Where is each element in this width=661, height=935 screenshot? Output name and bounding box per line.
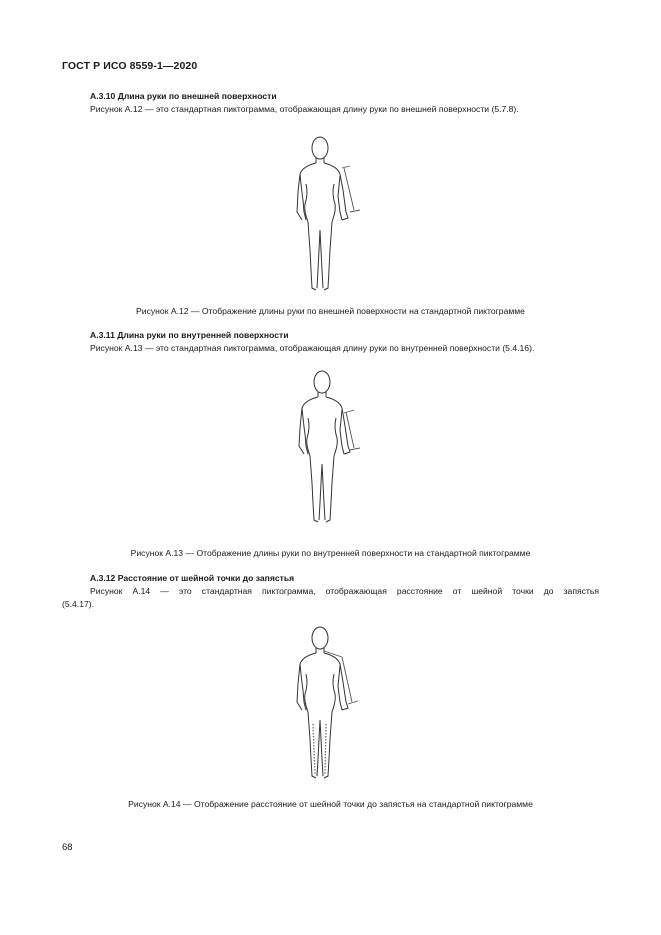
section-title-a3-12: А.3.12 Расстояние от шейной точки до запястья — [90, 573, 295, 583]
section-title-a3-11: А.3.11 Длина руки по внутренней поверхности — [90, 330, 289, 340]
figure-a12-pictogram — [270, 130, 380, 295]
section-text-a3-11: Рисунок А.13 — это стандартная пиктограмма, отображающая длину руки по внутренней поверхности (5.4.16). — [90, 343, 535, 353]
section-text-a3-12: Рисунок А.14 — это стандартная пиктограмма, отображающая расстояние от шейной точки до запястья — [90, 586, 599, 596]
figure-a14-pictogram — [270, 624, 380, 786]
document-header: ГОСТ Р ИСО 8559-1—2020 — [62, 60, 198, 72]
section-title-a3-10: А.3.10 Длина руки по внешней поверхности — [90, 91, 277, 101]
page-number: 68 — [62, 842, 73, 853]
figure-caption-a13: Рисунок А.13 — Отображение длины руки по внутренней поверхности на стандартной пиктограмме — [130, 548, 531, 558]
figure-caption-a12: Рисунок А.12 — Отображение длины руки по внешней поверхности на стандартной пиктограмме — [136, 306, 525, 316]
figure-caption-a14: Рисунок А.14 — Отображение расстояние от шейной точки до запястья на стандартной пиктограмме — [128, 799, 533, 809]
figure-a13-pictogram — [272, 368, 382, 528]
section-text-a3-12-cont: (5.4.17). — [62, 599, 95, 609]
section-text-a3-10: Рисунок А.12 — это стандартная пиктограмма, отображающая длину руки по внешней поверхности (5.7.8). — [90, 104, 519, 114]
